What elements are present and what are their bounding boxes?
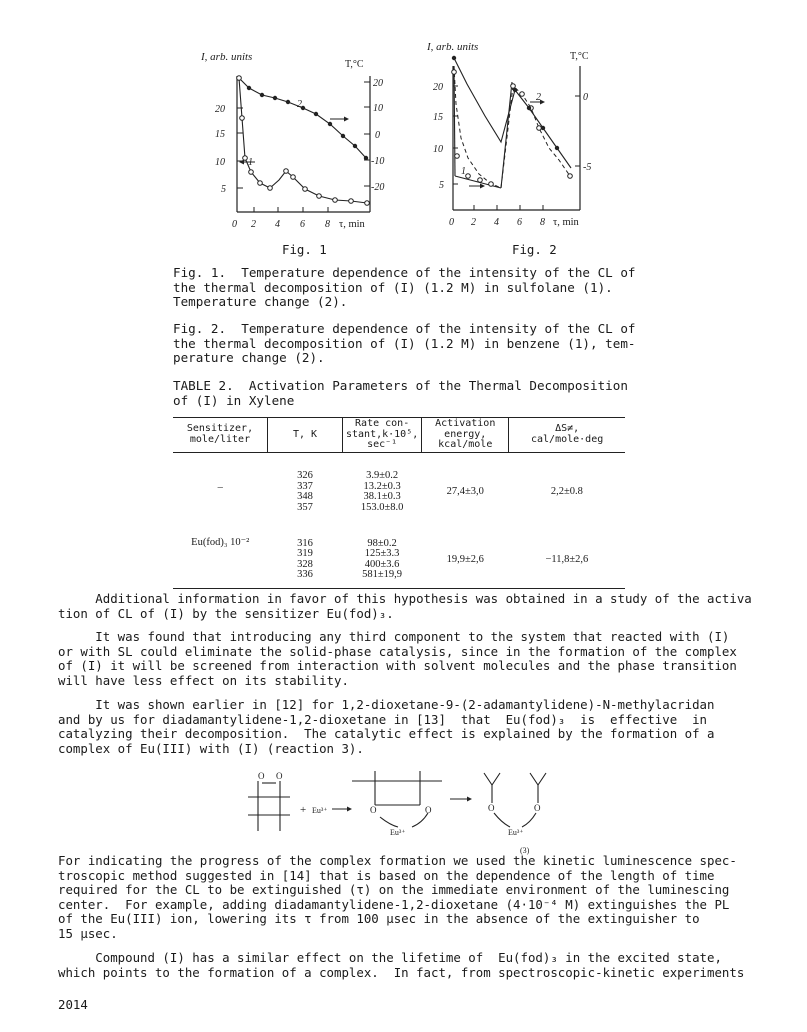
temperature-value: 337 <box>297 480 313 492</box>
figure-2-label: Fig. 2 <box>512 242 557 257</box>
figure-1-plot <box>195 40 410 240</box>
fig1-x-label: τ, min <box>339 219 365 230</box>
paragraph: Additional information in favor of this hypothesis was obtained in a study of the activa tion of CL of (I) by the sensitizer Eu(fod)₃. <box>58 591 752 621</box>
rate-value: 581±19,9 <box>362 569 403 581</box>
oxygen-atom: O <box>425 805 432 815</box>
fig2-curve1-label: 1 <box>461 166 466 177</box>
paragraph: It was found that introducing any third component to the system that reacted with (I) or with SL could eliminate the solid-phase catalysis, since in the formation of the complex of (I) it will be screened from interaction with solvent molecules and the phase transition will have less effect on its stability. <box>58 629 737 688</box>
header-entropy: ΔS≠, cal/mole·deg <box>509 418 625 453</box>
rate-cell <box>343 452 422 528</box>
figure-2-caption: Fig. 2. Temperature dependence of the intensity of the CL of the thermal decomposition of (I) (1.2 M) in benzene (1), tem- perature change (2). <box>173 321 636 366</box>
fig1-t-tick: 10 <box>373 103 383 114</box>
fig1-curve1-label: 1 <box>248 157 253 168</box>
paragraph: It was shown earlier in [12] for 1,2-dioxetane-9-(2-adamantylidene)-N-methylacridan and by us for diadamantylidene-1,2-dioxetane in [13] that Eu(fod)₃ is effective in catalyzing their decomposition. The catalytic effect is explained by the formation of a complex of Eu(III) with (I) (reaction 3). <box>58 697 715 756</box>
fig2-curve2-label: 2 <box>536 92 541 103</box>
fig1-curve2-label: 2 <box>297 99 302 110</box>
fig1-t-tick: 0 <box>375 130 380 141</box>
rate-value: 3.9±0.2 <box>366 470 399 482</box>
fig2-y-tick: 5 <box>439 180 444 191</box>
fig1-x-tick: 8 <box>325 219 330 230</box>
rate-value: 153.0±8.0 <box>360 501 404 513</box>
temperature-cell <box>268 528 343 588</box>
fig1-y-label: I, arb. units <box>201 51 253 63</box>
fig1-y-tick: 10 <box>215 157 225 168</box>
table-title: TABLE 2. Activation Parameters of the Thermal Decomposition of (I) in Xylene <box>173 378 628 408</box>
fig2-y-label: I, arb. units <box>427 41 479 53</box>
fig2-t-tick: 0 <box>583 92 588 103</box>
temperature-value: 336 <box>297 569 313 581</box>
temperature-cell <box>268 452 343 528</box>
rate-cell <box>343 528 422 588</box>
plus-sign: + <box>300 804 307 816</box>
oxygen-atom: O <box>258 771 265 781</box>
fig1-y-tick: 20 <box>215 104 225 115</box>
table-row <box>173 528 625 588</box>
fig2-y-tick: 20 <box>433 82 443 93</box>
header-rate-constant: Rate con- stant,k·10⁵, sec⁻¹ <box>343 418 422 453</box>
header-activation-energy: Activation energy, kcal/mole <box>422 418 509 453</box>
table-header-row <box>173 418 625 453</box>
reaction-number: (3) <box>520 846 530 855</box>
rate-value: 13.2±0.3 <box>363 480 401 492</box>
rate-value: 400±3.6 <box>364 558 400 570</box>
header-temperature: T, K <box>268 418 343 453</box>
entropy-cell: 2,2±0.8 <box>550 486 583 498</box>
sensitizer-cell: – <box>217 481 223 493</box>
temperature-value: 348 <box>297 491 313 503</box>
fig2-y-tick: 15 <box>433 112 443 123</box>
fig1-y-tick: 5 <box>221 184 226 195</box>
europium-label: Eu³⁺ <box>508 828 524 837</box>
fig1-t-tick: -10 <box>371 156 385 167</box>
fig1-y-tick: 15 <box>215 129 225 140</box>
fig2-x-tick: 6 <box>517 217 522 228</box>
rate-value: 125±3.3 <box>364 548 400 560</box>
fig2-x-label: τ, min <box>553 217 579 228</box>
fig2-t-label: T,°C <box>570 51 589 62</box>
fig1-x-tick: 2 <box>251 219 256 230</box>
fig1-x-tick: 6 <box>300 219 305 230</box>
temperature-value: 326 <box>297 470 313 482</box>
fig2-x-tick: 2 <box>471 217 476 228</box>
fig1-t-tick: 20 <box>373 78 383 89</box>
fig1-x-tick: 4 <box>275 219 280 230</box>
fig2-x-tick: 4 <box>494 217 499 228</box>
paragraph: For indicating the progress of the complex formation we used the kinetic luminescence spec- troscopic method suggested in [14] that is based on the dependence of the length of time required for the CL to be extinguished (τ) on the immediate environment of the luminescing center. For example, adding diadamantylidene-1,2-dioxetane (4·10⁻⁴ M) extinguishes the PL of the Eu(III) ion, lowering its τ from 100 μsec in the absence of the extinguisher to 15 μsec. <box>58 853 737 941</box>
fig1-t-label: T,°C <box>345 59 364 70</box>
energy-cell: 19,9±2,6 <box>422 528 509 588</box>
sensitizer-cell: Eu(fod)₃ 10⁻² <box>173 528 268 588</box>
oxygen-atom: O <box>488 803 495 813</box>
temperature-value: 319 <box>297 548 313 560</box>
figure-1-label: Fig. 1 <box>282 242 327 257</box>
europium-label: Eu³⁺ <box>390 828 406 837</box>
fig1-t-tick: -20 <box>371 182 385 193</box>
rate-value: 38.1±0.3 <box>363 491 401 503</box>
temperature-value: 357 <box>297 501 313 513</box>
fig1-x-tick: 0 <box>232 219 237 230</box>
oxygen-atom: O <box>370 805 377 815</box>
figure-1-caption: Fig. 1. Temperature dependence of the intensity of the CL of the thermal decomposition of (I) (1.2 M) in sulfolane (1). Temperature change (2). <box>173 265 636 310</box>
fig2-x-tick: 0 <box>449 217 454 228</box>
fig2-x-tick: 8 <box>540 217 545 228</box>
entropy-cell: −11,8±2,6 <box>509 528 625 588</box>
oxygen-atom: O <box>534 803 541 813</box>
fig2-t-tick: -5 <box>583 162 592 173</box>
table-row <box>173 452 625 528</box>
reaction-scheme <box>240 765 570 855</box>
header-sensitizer: Sensitizer, mole/liter <box>173 418 268 453</box>
activation-parameters-table <box>173 417 625 589</box>
page-number: 2014 <box>58 997 88 1012</box>
paragraph: Compound (I) has a similar effect on the lifetime of Eu(fod)₃ in the excited state, which points to the formation of a complex. In fact, from spectroscopic-kinetic experiments <box>58 950 745 980</box>
europium-ion: Eu³⁺ <box>312 806 328 815</box>
oxygen-atom: O <box>276 771 283 781</box>
temperature-value: 316 <box>297 537 313 549</box>
rate-value: 98±0.2 <box>367 537 397 549</box>
fig2-y-tick: 10 <box>433 144 443 155</box>
temperature-value: 328 <box>297 558 313 570</box>
figure-2-plot <box>425 36 625 236</box>
energy-cell: 27,4±3,0 <box>446 486 484 498</box>
